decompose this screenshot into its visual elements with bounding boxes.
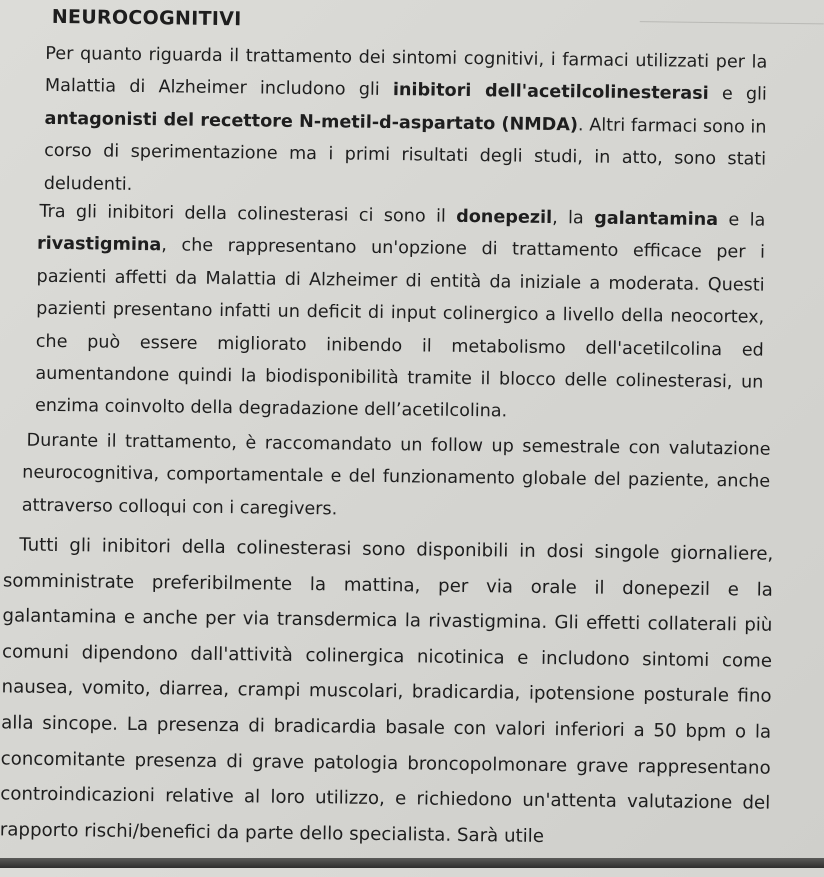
paragraph-cholinesterase-inhibitors bbox=[35, 196, 766, 432]
bold-term-rivastigmina: rivastigmina bbox=[36, 234, 162, 256]
top-rule bbox=[640, 21, 824, 24]
bold-term-acetylcholinesterase-inhibitors: inibitori dell'acetilcolinesterasi bbox=[392, 80, 709, 105]
bold-term-donepezil: donepezil bbox=[456, 206, 553, 229]
bold-term-galantamina: galantamina bbox=[594, 208, 719, 231]
text-run: Tra gli inibitori della colinesterasi ci sono il bbox=[39, 201, 457, 227]
text-run: , la bbox=[552, 208, 595, 229]
text-run: e la bbox=[717, 210, 766, 231]
text-run: Per quanto riguarda il trattamento dei sintomi cognitivi, i farmaci utilizzati per la Malattia di Alzheimer includono gli bbox=[44, 43, 768, 101]
paragraph-cognitive-drugs bbox=[44, 38, 768, 209]
paragraph-follow-up: Durante il trattamento, è raccomandato un follow up semestrale con valutazione neurocognitiva, comportamentale e del funzionamento globale del paziente, anche attraverso colloqui con i caregivers. bbox=[21, 430, 771, 520]
text-run: e gli bbox=[708, 84, 767, 106]
bold-term-nmda-antagonists: antagonisti del recettore N-metil-d-aspartato (NMDA) bbox=[44, 108, 579, 136]
text-run: , che rappresentano un'opzione di trattamento efficace per i pazienti affetti da Malattia di Alzheimer di entità da iniziale a moderata. Questi pazienti presentano infatti un deficit di input colinergico a livello della neocortex, che può essere migliorato inibendo il metabolismo dell'acetilcolina ed aumentandone quindi la biodisponibilità tramite il blocco delle colinesterasi, un enzima coinvolto della degradazione dell’acetilcolina. bbox=[34, 235, 766, 422]
section-heading: NEUROCOGNITIVI bbox=[51, 5, 242, 31]
paragraph-dosage-side-effects: Tutti gli inibitori della colinesterasi sono disponibili in dosi singole giornaliere, somministrate preferibilmente la mattina, per via orale il donepezil e la galantamina e anche per via transdermica la rivastigmina. Gli effetti collaterali più comuni dipendono dall'attività colinergica nicotinica e includono sintomi come nausea, vomito, diarrea, crampi muscolari, bradicardia, ipotensione posturale fino alla sincope. La presenza di bradicardia basale con valori inferiori a 50 bpm o la concomitante presenza di grave patologia broncopolmonare grave rappresentano controindicazioni relative al loro utilizzo, e richiedono un'attenta valutazione del rapporto rischi/benefici da parte dello specialista. Sarà utile bbox=[0, 534, 774, 847]
bottom-edge-shadow bbox=[0, 858, 824, 868]
text-run: . Altri farmaci sono in corso di sperimentazione ma i primi risultati degli studi, in atto, sono stati deludenti. bbox=[43, 115, 767, 195]
